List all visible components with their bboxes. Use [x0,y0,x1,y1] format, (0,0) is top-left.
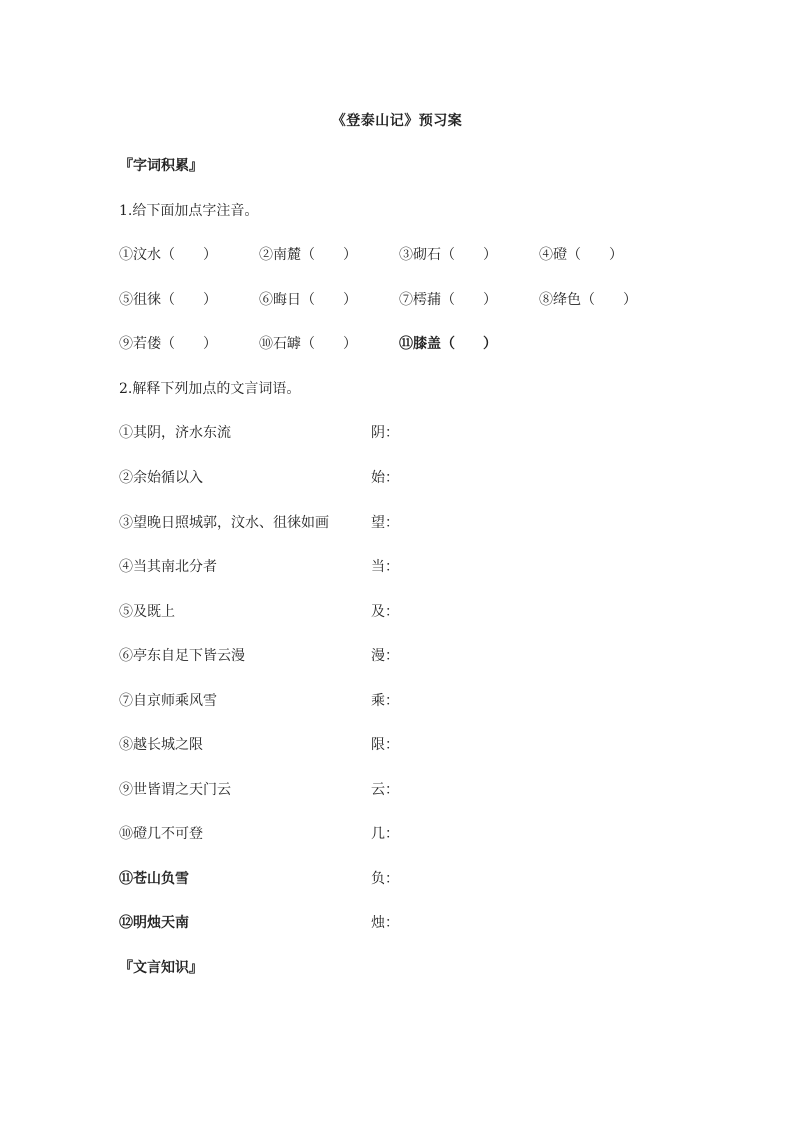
term-word: 漫： [371,648,399,664]
pinyin-item: ②南麓（ ） [259,247,357,263]
pinyin-item: ③砌石（ ） [399,247,497,263]
term-row [119,912,719,934]
pinyin-item: ⑩石罅（ ） [259,336,357,352]
term-word: 限： [371,737,399,753]
term-sentence: ⑦自京师乘风雪 [119,693,217,709]
term-sentence: ⑧越长城之限 [119,737,203,753]
pinyin-row-2 [119,289,719,311]
term-row [119,823,719,845]
pinyin-item: ④磴（ ） [539,247,623,263]
pinyin-item: ⑨若偻（ ） [119,336,217,352]
term-sentence: ⑫明烛天南 [119,915,189,931]
term-word: 几： [371,826,399,842]
pinyin-item: ⑧绛色（ ） [539,292,637,308]
term-row [119,601,719,623]
term-sentence: ⑨世皆谓之天门云 [119,782,231,798]
term-row [119,690,719,712]
term-row [119,467,719,489]
term-row [119,512,719,534]
term-word: 云： [371,782,399,798]
term-row [119,779,719,801]
pinyin-row-1 [119,244,719,266]
pinyin-item: ⑤徂徕（ ） [119,292,217,308]
term-sentence: ①其阴，济水东流 [119,425,231,441]
term-word: 及： [371,604,399,620]
term-word: 负： [371,871,399,887]
term-sentence: ②余始循以入 [119,470,203,486]
pinyin-item: ⑪膝盖（ ） [399,336,497,352]
term-row [119,556,719,578]
pinyin-row-3 [119,333,719,355]
term-sentence: ④当其南北分者 [119,559,217,575]
term-word: 乘： [371,693,399,709]
pinyin-item: ⑦樗蒱（ ） [399,292,497,308]
term-word: 阴： [371,425,399,441]
term-sentence: ⑩磴几不可登 [119,826,203,842]
term-row [119,734,719,756]
term-sentence: ③望晚日照城郭，汶水、徂徕如画 [119,515,329,531]
term-sentence: ⑥亭东自足下皆云漫 [119,648,245,664]
pinyin-item: ①汶水（ ） [119,247,217,263]
page-title: 《登泰山记》预习案 [331,113,463,129]
term-word: 始： [371,470,399,486]
term-word: 望： [371,515,399,531]
term-row [119,422,719,444]
section-heading-vocabulary: 『字词积累』 [119,158,203,174]
term-word: 当： [371,559,399,575]
section-heading-classical-knowledge: 『文言知识』 [119,960,203,976]
question-1-label: 1.给下面加点字注音。 [119,203,259,219]
term-row [119,645,719,667]
question-2-label: 2.解释下列加点的文言词语。 [119,381,301,397]
term-row [119,868,719,890]
pinyin-item: ⑥晦日（ ） [259,292,357,308]
term-word: 烛： [371,915,399,931]
term-sentence: ⑤及既上 [119,604,175,620]
term-sentence: ⑪苍山负雪 [119,871,189,887]
